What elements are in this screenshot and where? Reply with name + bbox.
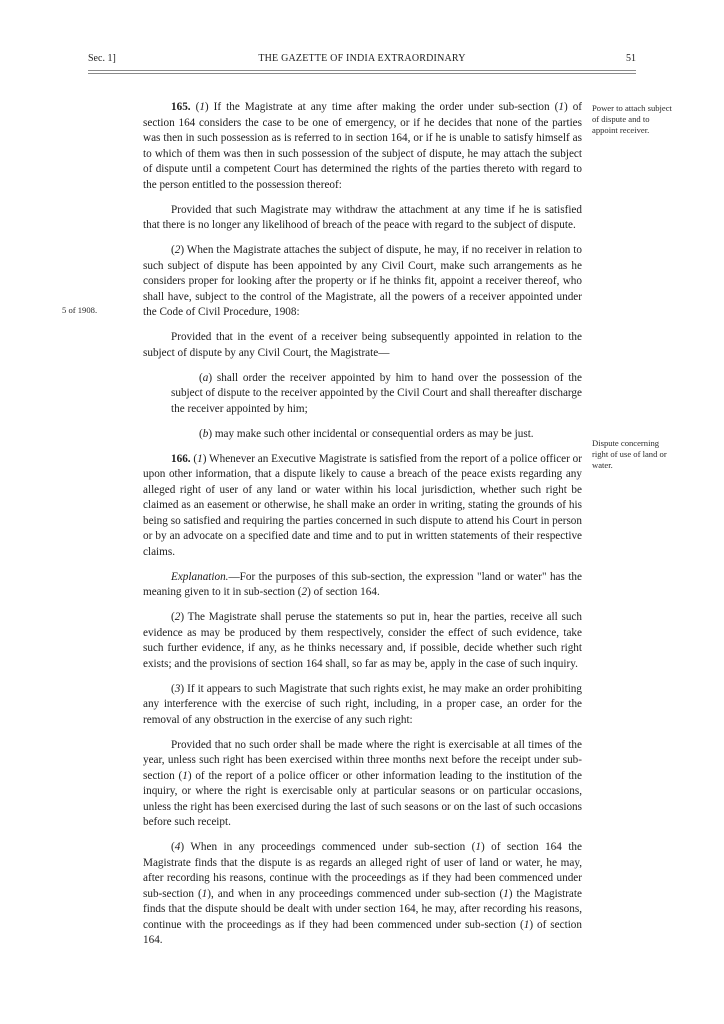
section-165-proviso-2: Provided that in the event of a receiver being subsequently appointed in relation to the subject of dispute by any Civil Court, the Magistrate— <box>143 331 582 359</box>
section-number: 165. <box>171 101 191 113</box>
header-rule <box>88 70 636 71</box>
section-165-sub-1: 165. (1) If the Magistrate at any time after making the order under sub-section (1) of section 164 considers the case to be one of emergency, or if he decides that none of the parties was then in such possession as is referred to in section 164, or if he is unable to satisfy himself as to which of them was then in such possession of the subject of dispute, he may attach the subject of dispute until a competent Court has determined the rights of the parties thereto with regard to the person entitled to the possession thereof: <box>143 101 583 191</box>
margin-note-act-reference: 5 of 1908. <box>62 305 98 315</box>
clause-b: (b) may make such other incidental or consequential orders as may be just. <box>199 427 534 440</box>
section-165-proviso: Provided that such Magistrate may withdraw the attachment at any time if he is satisfied that there is no longer any likelihood of breach of the peace with regard to the subject of dispute. <box>143 203 582 231</box>
section-166-proviso: Provided that no such order shall be made where the right is exercisable at all times of the year, unless such right has been exercised within three months next before the receipt under sub-section (1) of the report of a police officer or other information leading to the institution of the inquiry, or where the right is exercisable only at particular seasons or on particular occasions, unless the right has been exercised during the last of such seasons or on the last of such occasions before such receipt. <box>143 738 582 828</box>
section-number: 166. <box>171 452 191 465</box>
section-label: Sec. 1] <box>88 53 116 64</box>
section-165-sub-2: (2) When the Magistrate attaches the subject of dispute, he may, if no receiver in relation to such subject of dispute has been appointed by any Civil Court, make such arrangements as he considers proper for looking after the property or if he thinks fit, appoint a receiver thereof, who shall have, subject to the control of the Magistrate, all the powers of a receiver appointed under the Code of Civil Procedure, 1908: <box>143 244 582 318</box>
document-body <box>143 100 582 958</box>
margin-note-section-166: Dispute concerning right of use of land or water. <box>592 438 667 470</box>
section-166-explanation: Explanation.—For the purposes of this sub-section, the expression "land or water" has the meaning given to it in sub-section (2) of section 164. <box>143 570 582 598</box>
section-166-sub-4: (4) When in any proceedings commenced under sub-section (1) of section 164 the Magistrate finds that the dispute is as regards an alleged right of user of land or water, he may, after recording his reasons, continue with the proceedings as if they had been commenced under sub-section (1), and when in any proceedings commenced under sub-section (1) the Magistrate finds that the dispute should be dealt with under section 164, he may, after recording his reasons, continue with the proceedings as if they had been commenced under sub-section (1) of section 164. <box>143 841 582 946</box>
page-number: 51 <box>626 53 636 64</box>
header-rule-double <box>88 73 636 74</box>
section-166-sub-1: 166. (1) Whenever an Executive Magistrate is satisfied from the report of a police officer or upon other information, that a dispute likely to cause a breach of the peace exists regarding any alleged right of user of any land or water within his local jurisdiction, whether such right be claimed as an easement or otherwise, he shall make an order in writing, stating the grounds of his being so satisfied and requiring the parties concerned in such dispute to attend his Court in person or by an advocate on a specified date and time and to put in written statements of their respective claims. <box>143 452 582 558</box>
section-166-sub-2: (2) The Magistrate shall peruse the statements so put in, hear the parties, receive all such evidence as may be produced by them respectively, consider the effect of such evidence, take such further evidence, if any, as he thinks necessary and, if possible, decide whether such right exists; and the provisions of section 164 shall, so far as may be, apply in the case of such inquiry. <box>143 611 582 670</box>
margin-note-section-165: Power to attach subject of dispute and to appoint receiver. <box>592 103 672 135</box>
page-header <box>88 52 636 68</box>
clause-a: (a) shall order the receiver appointed by him to hand over the possession of the subject of dispute to the receiver appointed by the Civil Court and shall thereafter discharge the receiver appointed by him; <box>171 371 582 415</box>
section-166-sub-3: (3) If it appears to such Magistrate that such rights exist, he may make an order prohibiting any interference with the exercise of such right, including, in a proper case, an order for the removal of any obstruction in the exercise of any such right: <box>143 682 582 726</box>
gazette-title: THE GAZETTE OF INDIA EXTRAORDINARY <box>258 53 466 64</box>
